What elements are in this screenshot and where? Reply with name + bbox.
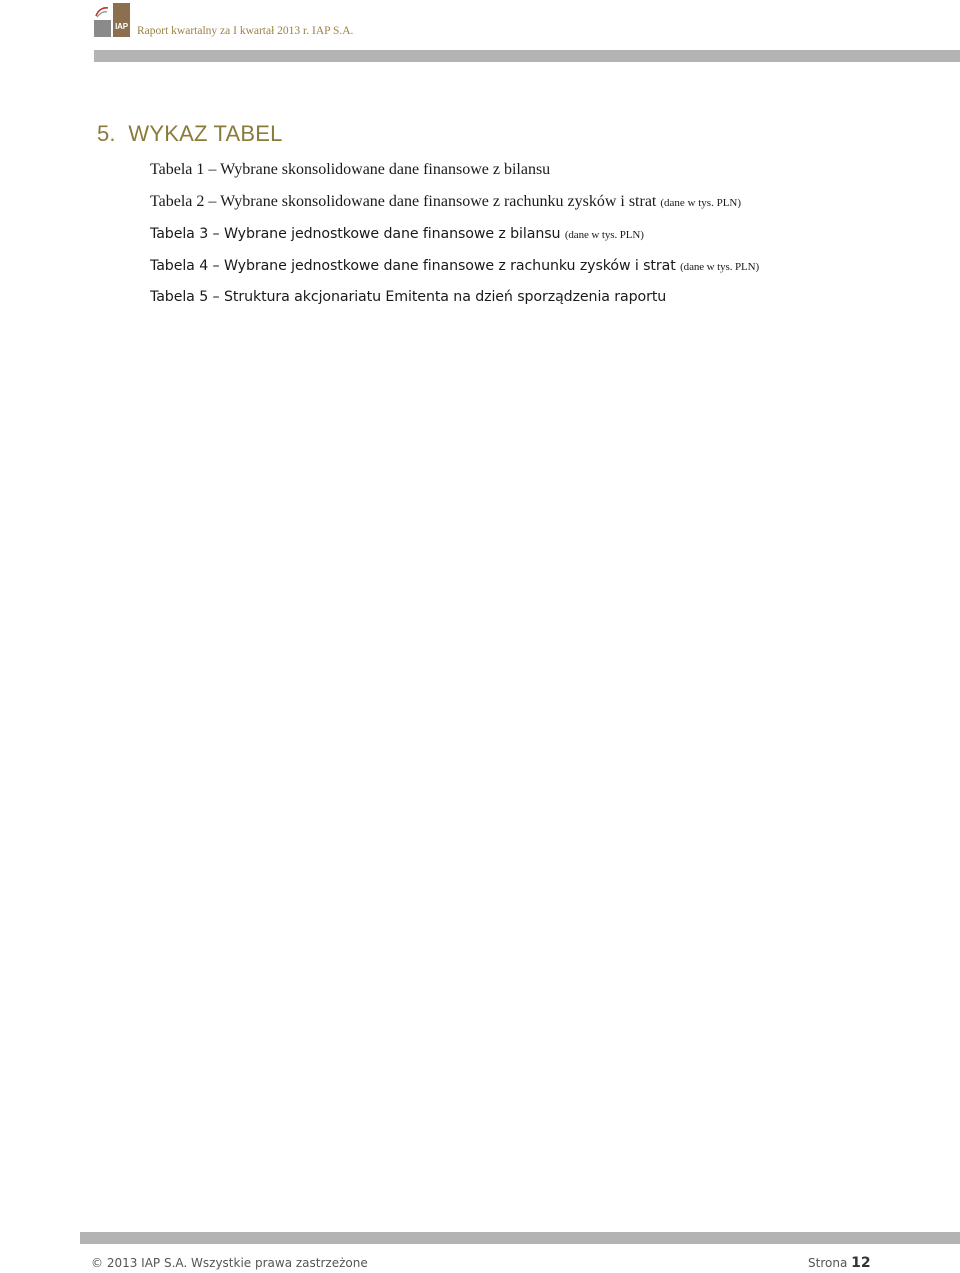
table-title: Wybrane jednostkowe dane finansowe z bilansu	[223, 226, 561, 242]
table-list-item[interactable]	[150, 258, 759, 274]
table-list-item[interactable]	[150, 226, 644, 242]
table-title: Wybrane skonsolidowane dane finansowe z rachunku zysków i strat	[220, 193, 657, 210]
footer-divider-bar	[80, 1232, 960, 1244]
table-list-item[interactable]	[150, 289, 666, 305]
section-heading	[97, 121, 283, 147]
page-header	[0, 0, 960, 64]
table-unit: (dane w tys. PLN)	[660, 197, 742, 209]
iap-logo	[94, 3, 130, 37]
table-title: Wybrane skonsolidowane dane finansowe z bilansu	[220, 161, 551, 178]
section-number: 5.	[97, 121, 116, 146]
page-label: Strona	[808, 1256, 848, 1270]
header-divider-bar	[94, 50, 960, 62]
table-label: Tabela 4	[150, 258, 209, 274]
table-dash: –	[212, 258, 220, 274]
table-list-item[interactable]	[150, 193, 741, 211]
logo-brown-square	[113, 3, 130, 37]
page-number	[808, 1255, 871, 1271]
report-title: Raport kwartalny za I kwartał 2013 r. IAP S.A.	[137, 25, 354, 37]
table-unit: (dane w tys. PLN)	[680, 261, 760, 273]
table-label: Tabela 5	[150, 289, 209, 305]
logo-gray-square	[94, 20, 111, 37]
table-dash: –	[212, 289, 220, 305]
table-dash: –	[208, 193, 217, 210]
table-title: Struktura akcjonariatu Emitenta na dzień sporządzenia raportu	[223, 289, 667, 305]
table-label: Tabela 2	[150, 193, 205, 210]
table-label: Tabela 3	[150, 226, 209, 242]
footer-copyright: © 2013 IAP S.A. Wszystkie prawa zastrzeżone	[91, 1256, 368, 1270]
table-title: Wybrane jednostkowe dane finansowe z rachunku zysków i strat	[223, 258, 676, 274]
logo-swoosh-icon	[95, 6, 109, 18]
table-unit: (dane w tys. PLN)	[564, 229, 644, 241]
table-dash: –	[208, 161, 217, 178]
logo-text: IAP	[115, 22, 128, 31]
table-label: Tabela 1	[150, 161, 205, 178]
table-dash: –	[212, 226, 220, 242]
section-title: WYKAZ TABEL	[128, 121, 283, 146]
table-list-item[interactable]	[150, 161, 550, 179]
page-number-value: 12	[851, 1255, 871, 1271]
